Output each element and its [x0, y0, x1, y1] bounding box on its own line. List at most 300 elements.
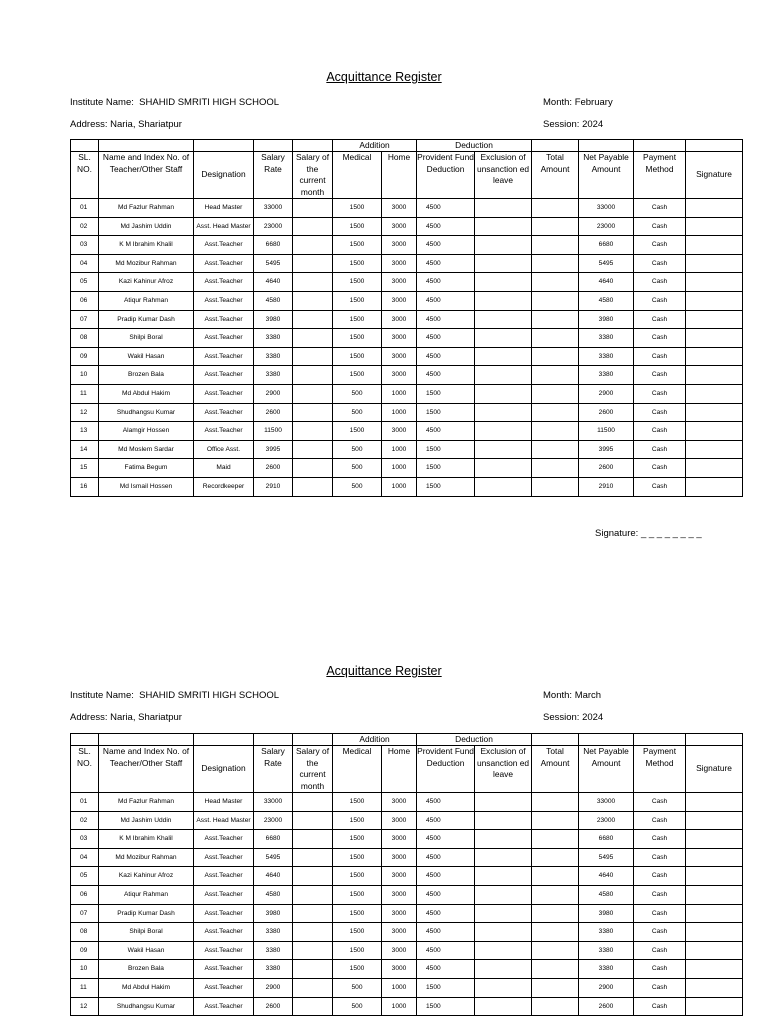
cell-home: 1000 [382, 477, 417, 496]
cell-name: Pradip Kumar Dash [99, 904, 194, 923]
cell-home: 3000 [382, 236, 417, 255]
cell-signature [686, 347, 743, 366]
cell-salary-rate: 3380 [254, 347, 293, 366]
cell-name: Shilpi Boral [99, 329, 194, 348]
cell-salary-rate: 2600 [254, 459, 293, 478]
cell-home: 3000 [382, 347, 417, 366]
header-blank [634, 734, 686, 746]
cell-payment-method: Cash [634, 403, 686, 422]
cell-signature [686, 199, 743, 218]
institute-info [70, 690, 279, 701]
table-row [71, 811, 743, 830]
cell-designation: Asst.Teacher [194, 941, 254, 960]
cell-current-month [293, 310, 333, 329]
cell-payment-method: Cash [634, 347, 686, 366]
cell-name: Atiqur Rahman [99, 885, 194, 904]
cell-total [532, 811, 579, 830]
cell-name: K M Ibrahim Khalil [99, 236, 194, 255]
col-name: Name and Index No. of Teacher/Other Staff [99, 152, 194, 199]
table-row [71, 347, 743, 366]
cell-signature [686, 941, 743, 960]
cell-name: Kazi Kahinur Afroz [99, 867, 194, 886]
cell-name: Shudhangsu Kumar [99, 403, 194, 422]
col-home: Home [382, 746, 417, 793]
cell-current-month [293, 459, 333, 478]
col-salary-rate: Salary Rate [254, 152, 293, 199]
cell-designation: Asst.Teacher [194, 923, 254, 942]
header-blank [71, 734, 99, 746]
table-row [71, 867, 743, 886]
cell-designation: Asst.Teacher [194, 904, 254, 923]
cell-name: Fatima Begum [99, 459, 194, 478]
cell-payment-method: Cash [634, 384, 686, 403]
cell-total [532, 459, 579, 478]
cell-provident: 4500 [417, 236, 475, 255]
cell-provident: 4500 [417, 199, 475, 218]
cell-net-payable: 3380 [579, 347, 634, 366]
address-label: Address: [70, 119, 108, 130]
cell-payment-method: Cash [634, 440, 686, 459]
header-blank [579, 140, 634, 152]
cell-total [532, 960, 579, 979]
cell-salary-rate: 2600 [254, 403, 293, 422]
cell-name: Md Moslem Sardar [99, 440, 194, 459]
cell-net-payable: 11500 [579, 422, 634, 441]
cell-designation: Asst. Head Master [194, 217, 254, 236]
cell-exclusion [475, 941, 532, 960]
cell-provident: 4500 [417, 366, 475, 385]
cell-exclusion [475, 347, 532, 366]
cell-home: 3000 [382, 273, 417, 292]
cell-designation: Maid [194, 459, 254, 478]
institute-label: Institute Name: [70, 690, 134, 701]
header-blank [254, 734, 293, 746]
cell-provident: 4500 [417, 848, 475, 867]
cell-net-payable: 4640 [579, 273, 634, 292]
cell-payment-method: Cash [634, 459, 686, 478]
cell-salary-rate: 3980 [254, 310, 293, 329]
cell-exclusion [475, 403, 532, 422]
cell-net-payable: 6680 [579, 236, 634, 255]
cell-provident: 1500 [417, 403, 475, 422]
cell-provident: 1500 [417, 477, 475, 496]
cell-exclusion [475, 366, 532, 385]
cell-sl: 12 [71, 403, 99, 422]
cell-exclusion [475, 236, 532, 255]
cell-provident: 4500 [417, 273, 475, 292]
header-blank [532, 140, 579, 152]
institute-name: SHAHID SMRITI HIGH SCHOOL [139, 97, 280, 108]
cell-name: Alamgir Hossen [99, 422, 194, 441]
cell-net-payable: 2900 [579, 978, 634, 997]
month-info [543, 97, 613, 108]
cell-medical: 1500 [333, 291, 382, 310]
col-payment-method: Payment Method [634, 746, 686, 793]
month-value: February [574, 97, 613, 108]
cell-current-month [293, 403, 333, 422]
table-row [71, 422, 743, 441]
cell-salary-rate: 5495 [254, 254, 293, 273]
cell-name: Shudhangsu Kumar [99, 997, 194, 1016]
header-blank [99, 734, 194, 746]
header-blank [293, 140, 333, 152]
cell-designation: Asst.Teacher [194, 960, 254, 979]
cell-name: Md Abdul Hakim [99, 978, 194, 997]
cell-home: 3000 [382, 329, 417, 348]
cell-salary-rate: 33000 [254, 793, 293, 812]
cell-net-payable: 4580 [579, 885, 634, 904]
cell-provident: 4500 [417, 904, 475, 923]
cell-designation: Recordkeeper [194, 477, 254, 496]
cell-salary-rate: 3380 [254, 941, 293, 960]
cell-name: Md Abdul Hakim [99, 384, 194, 403]
cell-sl: 05 [71, 867, 99, 886]
cell-sl: 03 [71, 236, 99, 255]
cell-signature [686, 403, 743, 422]
cell-net-payable: 6680 [579, 830, 634, 849]
register-title: Acquittance Register [326, 70, 442, 84]
cell-payment-method: Cash [634, 885, 686, 904]
cell-exclusion [475, 923, 532, 942]
cell-signature [686, 793, 743, 812]
cell-medical: 1500 [333, 347, 382, 366]
table-row [71, 236, 743, 255]
cell-sl: 14 [71, 440, 99, 459]
table-body [71, 199, 743, 497]
cell-exclusion [475, 199, 532, 218]
cell-exclusion [475, 422, 532, 441]
cell-signature [686, 830, 743, 849]
cell-current-month [293, 273, 333, 292]
cell-medical: 500 [333, 440, 382, 459]
cell-medical: 1500 [333, 329, 382, 348]
institute-name: SHAHID SMRITI HIGH SCHOOL [139, 690, 280, 701]
cell-designation: Asst.Teacher [194, 422, 254, 441]
col-designation: Designation [194, 152, 254, 199]
cell-signature [686, 422, 743, 441]
cell-designation: Asst.Teacher [194, 867, 254, 886]
cell-total [532, 477, 579, 496]
cell-current-month [293, 440, 333, 459]
cell-total [532, 885, 579, 904]
cell-current-month [293, 848, 333, 867]
col-medical: Medical [333, 152, 382, 199]
cell-net-payable: 3980 [579, 310, 634, 329]
cell-payment-method: Cash [634, 291, 686, 310]
cell-total [532, 384, 579, 403]
cell-name: Md Jashim Uddin [99, 811, 194, 830]
address-info [70, 712, 182, 723]
cell-name: Atiqur Rahman [99, 291, 194, 310]
cell-designation: Asst.Teacher [194, 347, 254, 366]
cell-signature [686, 254, 743, 273]
cell-medical: 1500 [333, 830, 382, 849]
group-deduction: Deduction [417, 140, 532, 152]
cell-designation: Asst.Teacher [194, 997, 254, 1016]
cell-provident: 4500 [417, 941, 475, 960]
cell-net-payable: 3380 [579, 960, 634, 979]
cell-exclusion [475, 811, 532, 830]
group-deduction: Deduction [417, 734, 532, 746]
cell-sl: 15 [71, 459, 99, 478]
cell-sl: 06 [71, 885, 99, 904]
cell-designation: Head Master [194, 199, 254, 218]
cell-payment-method: Cash [634, 310, 686, 329]
cell-provident: 4500 [417, 923, 475, 942]
group-addition: Addition [333, 140, 417, 152]
cell-medical: 1500 [333, 422, 382, 441]
cell-net-payable: 3380 [579, 366, 634, 385]
cell-name: Md Fazlur Rahman [99, 793, 194, 812]
cell-total [532, 236, 579, 255]
cell-salary-rate: 23000 [254, 217, 293, 236]
cell-sl: 01 [71, 793, 99, 812]
cell-home: 3000 [382, 199, 417, 218]
cell-sl: 08 [71, 923, 99, 942]
cell-total [532, 830, 579, 849]
cell-exclusion [475, 978, 532, 997]
cell-medical: 1500 [333, 811, 382, 830]
cell-provident: 4500 [417, 793, 475, 812]
table-row [71, 459, 743, 478]
cell-total [532, 997, 579, 1016]
cell-exclusion [475, 997, 532, 1016]
cell-signature [686, 848, 743, 867]
cell-sl: 07 [71, 310, 99, 329]
col-payment-method: Payment Method [634, 152, 686, 199]
cell-exclusion [475, 830, 532, 849]
cell-salary-rate: 23000 [254, 811, 293, 830]
col-designation: Designation [194, 746, 254, 793]
cell-signature [686, 459, 743, 478]
cell-net-payable: 2900 [579, 384, 634, 403]
session-value: 2024 [582, 712, 604, 723]
cell-sl: 06 [71, 291, 99, 310]
col-sl: SL. NO. [71, 746, 99, 793]
col-home: Home [382, 152, 417, 199]
cell-salary-rate: 3380 [254, 923, 293, 942]
cell-name: Shilpi Boral [99, 923, 194, 942]
col-net-payable: Net Payable Amount [579, 746, 634, 793]
cell-net-payable: 2600 [579, 997, 634, 1016]
cell-medical: 1500 [333, 904, 382, 923]
institute-label: Institute Name: [70, 97, 134, 108]
table-row [71, 904, 743, 923]
cell-total [532, 199, 579, 218]
table-row [71, 941, 743, 960]
cell-signature [686, 310, 743, 329]
cell-designation: Asst.Teacher [194, 366, 254, 385]
cell-medical: 1500 [333, 236, 382, 255]
cell-current-month [293, 793, 333, 812]
cell-exclusion [475, 384, 532, 403]
cell-home: 1000 [382, 403, 417, 422]
table-row [71, 440, 743, 459]
month-label: Month: [543, 690, 573, 701]
cell-net-payable: 4640 [579, 867, 634, 886]
cell-exclusion [475, 440, 532, 459]
col-total: Total Amount [532, 746, 579, 793]
cell-total [532, 291, 579, 310]
cell-designation: Asst.Teacher [194, 291, 254, 310]
cell-designation: Asst.Teacher [194, 830, 254, 849]
cell-total [532, 310, 579, 329]
cell-salary-rate: 3380 [254, 366, 293, 385]
cell-home: 3000 [382, 310, 417, 329]
cell-home: 3000 [382, 830, 417, 849]
col-salary-rate: Salary Rate [254, 746, 293, 793]
cell-exclusion [475, 477, 532, 496]
table-row [71, 329, 743, 348]
table-row [71, 291, 743, 310]
address-value: Naria, Shariatpur [110, 712, 182, 723]
cell-home: 3000 [382, 422, 417, 441]
institute-info [70, 97, 279, 108]
cell-exclusion [475, 848, 532, 867]
header-blank [254, 140, 293, 152]
cell-medical: 500 [333, 997, 382, 1016]
signature-line: Signature: _ _ _ _ _ _ _ _ [595, 528, 702, 539]
cell-medical: 1500 [333, 941, 382, 960]
cell-salary-rate: 2600 [254, 997, 293, 1016]
cell-payment-method: Cash [634, 477, 686, 496]
cell-designation: Asst.Teacher [194, 403, 254, 422]
cell-exclusion [475, 904, 532, 923]
cell-signature [686, 366, 743, 385]
cell-home: 1000 [382, 997, 417, 1016]
cell-sl: 02 [71, 217, 99, 236]
cell-salary-rate: 4580 [254, 291, 293, 310]
register-february [0, 70, 768, 550]
acquittance-table [70, 139, 743, 497]
cell-medical: 500 [333, 477, 382, 496]
cell-name: Wakil Hasan [99, 941, 194, 960]
cell-payment-method: Cash [634, 941, 686, 960]
cell-net-payable: 3380 [579, 329, 634, 348]
cell-current-month [293, 477, 333, 496]
cell-provident: 1500 [417, 440, 475, 459]
cell-home: 3000 [382, 811, 417, 830]
cell-provident: 1500 [417, 384, 475, 403]
cell-home: 3000 [382, 923, 417, 942]
cell-total [532, 440, 579, 459]
table-row [71, 960, 743, 979]
cell-signature [686, 923, 743, 942]
cell-medical: 1500 [333, 885, 382, 904]
table-row [71, 310, 743, 329]
cell-payment-method: Cash [634, 273, 686, 292]
cell-designation: Asst.Teacher [194, 273, 254, 292]
cell-payment-method: Cash [634, 329, 686, 348]
cell-total [532, 941, 579, 960]
col-name: Name and Index No. of Teacher/Other Staff [99, 746, 194, 793]
cell-salary-rate: 3980 [254, 904, 293, 923]
address-label: Address: [70, 712, 108, 723]
cell-medical: 1500 [333, 867, 382, 886]
cell-exclusion [475, 459, 532, 478]
cell-medical: 1500 [333, 366, 382, 385]
cell-sl: 10 [71, 366, 99, 385]
table-row [71, 254, 743, 273]
cell-current-month [293, 291, 333, 310]
cell-net-payable: 3380 [579, 923, 634, 942]
cell-provident: 4500 [417, 811, 475, 830]
cell-signature [686, 997, 743, 1016]
cell-home: 1000 [382, 978, 417, 997]
cell-net-payable: 2600 [579, 459, 634, 478]
cell-home: 3000 [382, 848, 417, 867]
cell-payment-method: Cash [634, 199, 686, 218]
cell-salary-rate: 11500 [254, 422, 293, 441]
cell-payment-method: Cash [634, 793, 686, 812]
col-provident: Provident Fund Deduction [417, 746, 475, 793]
cell-medical: 1500 [333, 273, 382, 292]
col-medical: Medical [333, 746, 382, 793]
cell-signature [686, 477, 743, 496]
cell-payment-method: Cash [634, 422, 686, 441]
cell-exclusion [475, 291, 532, 310]
cell-total [532, 347, 579, 366]
cell-provident: 4500 [417, 310, 475, 329]
cell-net-payable: 3995 [579, 440, 634, 459]
header-blank [194, 734, 254, 746]
header-blank [71, 140, 99, 152]
cell-home: 3000 [382, 904, 417, 923]
cell-payment-method: Cash [634, 904, 686, 923]
cell-payment-method: Cash [634, 811, 686, 830]
cell-designation: Asst.Teacher [194, 384, 254, 403]
col-net-payable: Net Payable Amount [579, 152, 634, 199]
cell-current-month [293, 199, 333, 218]
cell-medical: 1500 [333, 793, 382, 812]
cell-designation: Asst. Head Master [194, 811, 254, 830]
cell-salary-rate: 2910 [254, 477, 293, 496]
cell-designation: Asst.Teacher [194, 978, 254, 997]
cell-salary-rate: 3995 [254, 440, 293, 459]
cell-total [532, 254, 579, 273]
header-blank [686, 140, 743, 152]
cell-home: 3000 [382, 291, 417, 310]
cell-sl: 12 [71, 997, 99, 1016]
cell-signature [686, 329, 743, 348]
cell-provident: 1500 [417, 978, 475, 997]
cell-name: Brozen Bala [99, 366, 194, 385]
cell-provident: 4500 [417, 885, 475, 904]
cell-current-month [293, 978, 333, 997]
cell-signature [686, 811, 743, 830]
cell-provident: 4500 [417, 830, 475, 849]
cell-net-payable: 5495 [579, 254, 634, 273]
cell-sl: 10 [71, 960, 99, 979]
cell-total [532, 217, 579, 236]
cell-total [532, 793, 579, 812]
cell-net-payable: 33000 [579, 793, 634, 812]
cell-signature [686, 217, 743, 236]
cell-medical: 500 [333, 978, 382, 997]
cell-sl: 13 [71, 422, 99, 441]
cell-home: 3000 [382, 960, 417, 979]
cell-designation: Office Asst. [194, 440, 254, 459]
cell-sl: 03 [71, 830, 99, 849]
col-current-month: Salary of the current month [293, 152, 333, 199]
cell-exclusion [475, 273, 532, 292]
session-label: Session: [543, 119, 580, 130]
cell-salary-rate: 3380 [254, 960, 293, 979]
cell-exclusion [475, 867, 532, 886]
cell-salary-rate: 6680 [254, 236, 293, 255]
cell-home: 3000 [382, 793, 417, 812]
cell-provident: 4500 [417, 291, 475, 310]
